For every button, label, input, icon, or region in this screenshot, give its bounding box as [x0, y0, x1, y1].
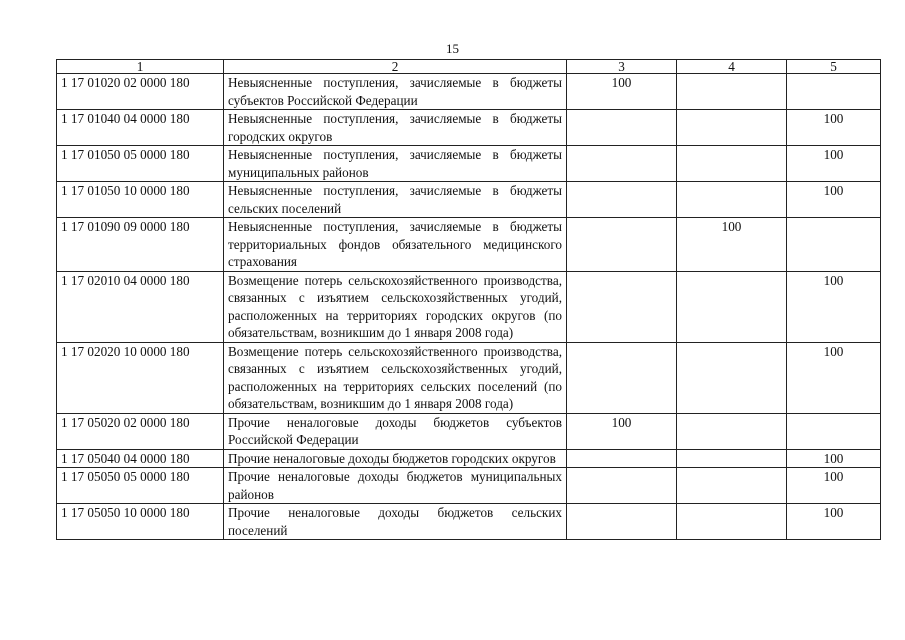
local-budget-cell: 100: [787, 271, 881, 342]
table-row: [57, 449, 881, 468]
income-name-cell: Прочие неналоговые доходы бюджетов сельских поселений: [224, 504, 567, 540]
table-row: [57, 271, 881, 342]
fund-budget-cell: [677, 468, 787, 504]
federal-budget-cell: [567, 182, 677, 218]
fund-budget-cell: [677, 342, 787, 413]
income-name-cell: Прочие неналоговые доходы бюджетов городских округов: [224, 449, 567, 468]
federal-budget-cell: [567, 146, 677, 182]
income-code-cell: 1 17 01090 09 0000 180: [57, 218, 224, 272]
table-row: [57, 110, 881, 146]
table-row: [57, 468, 881, 504]
federal-budget-cell: [567, 504, 677, 540]
income-name-cell: Невыясненные поступления, зачисляемые в бюджеты городских округов: [224, 110, 567, 146]
fund-budget-cell: 100: [677, 218, 787, 272]
income-code-cell: 1 17 02020 10 0000 180: [57, 342, 224, 413]
column-header-1: 1: [57, 60, 224, 74]
local-budget-cell: 100: [787, 110, 881, 146]
federal-budget-cell: [567, 449, 677, 468]
income-code-cell: 1 17 01050 05 0000 180: [57, 146, 224, 182]
column-header-2: 2: [224, 60, 567, 74]
federal-budget-cell: [567, 110, 677, 146]
income-code-cell: 1 17 01050 10 0000 180: [57, 182, 224, 218]
table-row: [57, 146, 881, 182]
income-code-cell: 1 17 01040 04 0000 180: [57, 110, 224, 146]
column-header-3: 3: [567, 60, 677, 74]
budget-classification-table: [56, 59, 881, 540]
federal-budget-cell: [567, 271, 677, 342]
fund-budget-cell: [677, 74, 787, 110]
table-row: [57, 504, 881, 540]
federal-budget-cell: 100: [567, 413, 677, 449]
income-code-cell: 1 17 05050 10 0000 180: [57, 504, 224, 540]
fund-budget-cell: [677, 110, 787, 146]
fund-budget-cell: [677, 146, 787, 182]
income-name-cell: Прочие неналоговые доходы бюджетов муниципальных районов: [224, 468, 567, 504]
table-row: [57, 74, 881, 110]
local-budget-cell: [787, 218, 881, 272]
fund-budget-cell: [677, 182, 787, 218]
income-name-cell: Возмещение потерь сельскохозяйственного производства, связанных с изъятием сельскохозяйственных угодий, расположенных на территориях сельских поселений (по обязательствам, возникшим до 1 января 2008 года): [224, 342, 567, 413]
local-budget-cell: 100: [787, 449, 881, 468]
table-row: [57, 218, 881, 272]
fund-budget-cell: [677, 504, 787, 540]
column-header-5: 5: [787, 60, 881, 74]
income-name-cell: Невыясненные поступления, зачисляемые в бюджеты территориальных фондов обязательного медицинского страхования: [224, 218, 567, 272]
table-row: [57, 342, 881, 413]
page-number: 15: [446, 41, 459, 56]
income-code-cell: 1 17 02010 04 0000 180: [57, 271, 224, 342]
local-budget-cell: [787, 74, 881, 110]
fund-budget-cell: [677, 449, 787, 468]
income-code-cell: 1 17 05040 04 0000 180: [57, 449, 224, 468]
federal-budget-cell: 100: [567, 74, 677, 110]
income-code-cell: 1 17 01020 02 0000 180: [57, 74, 224, 110]
local-budget-cell: 100: [787, 182, 881, 218]
table-row: [57, 413, 881, 449]
table-row: [57, 182, 881, 218]
federal-budget-cell: [567, 218, 677, 272]
fund-budget-cell: [677, 413, 787, 449]
income-code-cell: 1 17 05050 05 0000 180: [57, 468, 224, 504]
income-name-cell: Прочие неналоговые доходы бюджетов субъектов Российской Федерации: [224, 413, 567, 449]
income-name-cell: Невыясненные поступления, зачисляемые в бюджеты субъектов Российской Федерации: [224, 74, 567, 110]
local-budget-cell: 100: [787, 146, 881, 182]
federal-budget-cell: [567, 342, 677, 413]
income-name-cell: Невыясненные поступления, зачисляемые в бюджеты муниципальных районов: [224, 146, 567, 182]
column-header-4: 4: [677, 60, 787, 74]
income-name-cell: Возмещение потерь сельскохозяйственного производства, связанных с изъятием сельскохозяйственных угодий, расположенных на территориях городских округов (по обязательствам, возникшим до 1 января 2008 года): [224, 271, 567, 342]
local-budget-cell: 100: [787, 504, 881, 540]
table-header-row: [57, 60, 881, 74]
income-code-cell: 1 17 05020 02 0000 180: [57, 413, 224, 449]
federal-budget-cell: [567, 468, 677, 504]
fund-budget-cell: [677, 271, 787, 342]
local-budget-cell: 100: [787, 342, 881, 413]
local-budget-cell: 100: [787, 468, 881, 504]
income-name-cell: Невыясненные поступления, зачисляемые в бюджеты сельских поселений: [224, 182, 567, 218]
local-budget-cell: [787, 413, 881, 449]
